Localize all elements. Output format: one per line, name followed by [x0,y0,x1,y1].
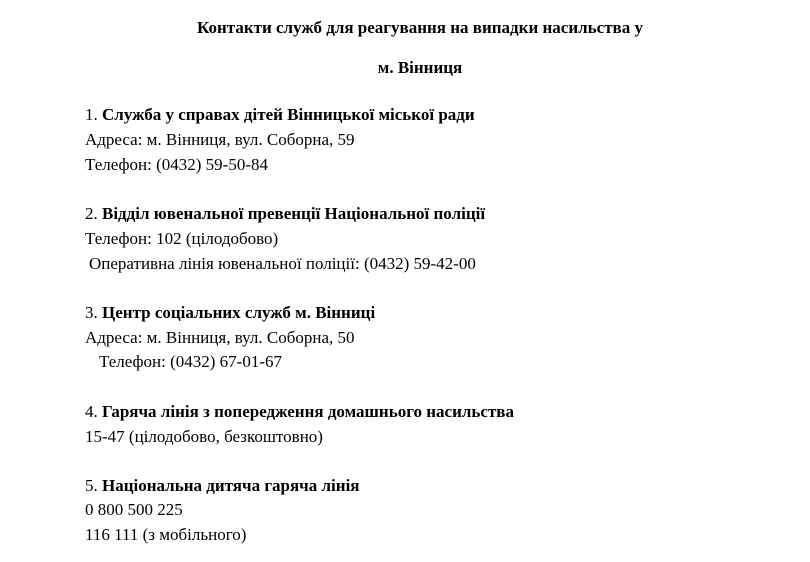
section-number: 4. [85,402,102,421]
section-5-phone: 0 800 500 225 [85,500,183,519]
section-2-phone: Телефон: 102 (цілодобово) [85,229,279,248]
section-1-heading [85,105,475,125]
section-3-heading [85,303,375,323]
document-title-line-2: м. Вінниця [377,58,463,77]
section-title: Відділ ювенальної превенції Національної поліції [102,204,486,223]
document-title-line-1: Контакти служб для реагування на випадки насильства у [196,18,643,37]
section-number: 2. [85,204,102,223]
section-4-phone: 15-47 (цілодобово, безкоштовно) [85,427,323,446]
section-5-heading [85,476,360,496]
section-1-address: Адреса: м. Вінниця, вул. Соборна, 59 [85,130,355,149]
section-2-heading [85,204,485,224]
section-2-hotline: Оперативна лінія ювенальної поліції: (0432) 59-42-00 [89,254,476,273]
section-4-heading [85,402,514,422]
section-5-mobile-phone: 116 111 (з мобільного) [85,525,247,544]
section-title: Національна дитяча гаряча лінія [102,476,360,495]
section-number: 3. [85,303,102,322]
section-3-address: Адреса: м. Вінниця, вул. Соборна, 50 [85,328,355,347]
section-1-phone: Телефон: (0432) 59-50-84 [85,155,268,174]
section-title: Центр соціальних служб м. Вінниці [102,303,376,322]
section-title: Служба у справах дітей Вінницької міської ради [102,105,475,124]
section-3-phone: Телефон: (0432) 67-01-67 [99,352,282,371]
section-number: 1. [85,105,102,124]
section-title: Гаряча лінія з попередження домашнього насильства [102,402,514,421]
section-number: 5. [85,476,102,495]
